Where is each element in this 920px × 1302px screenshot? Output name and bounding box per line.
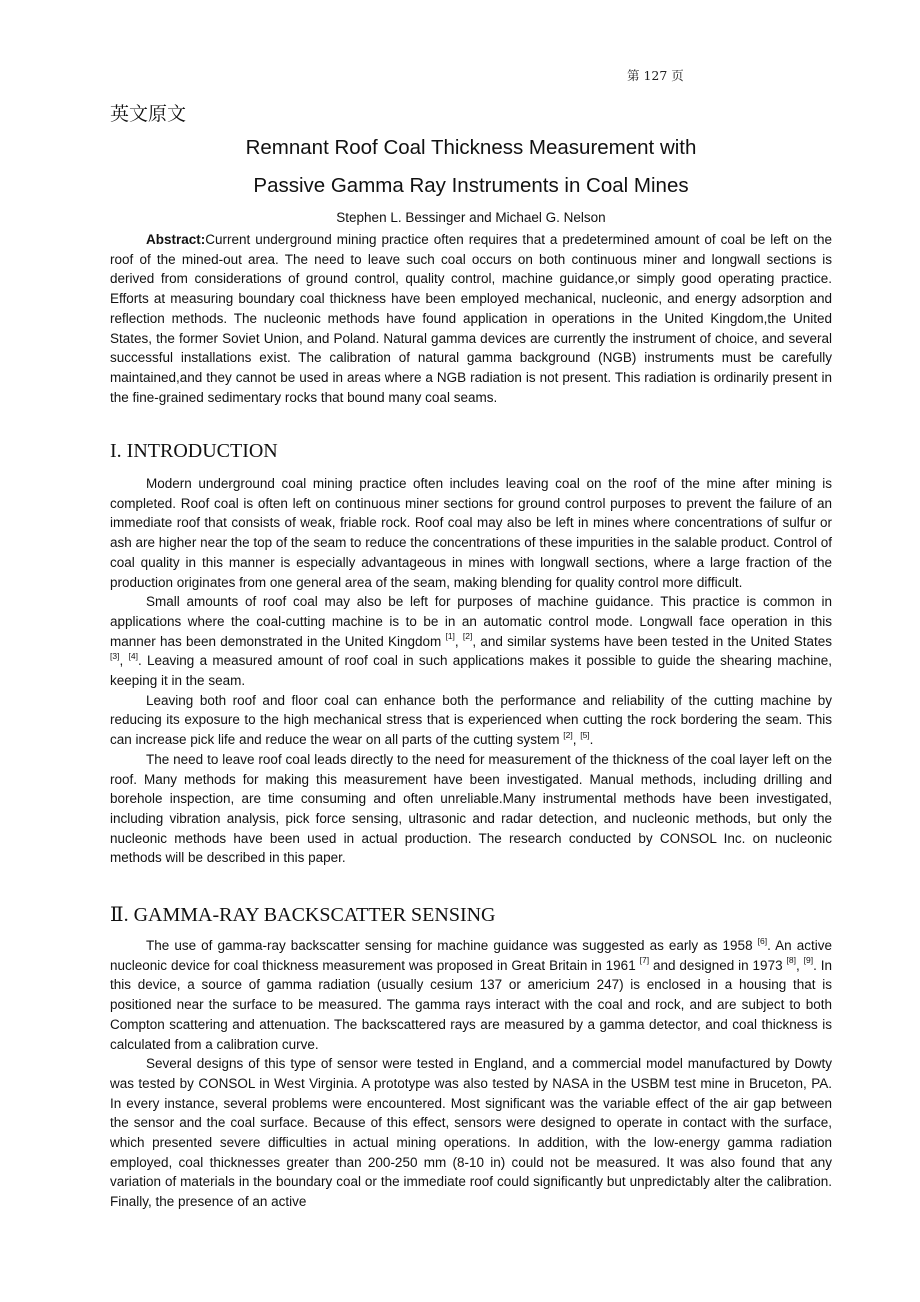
section-heading-introduction: I. INTRODUCTION xyxy=(110,440,278,462)
abstract-text: Current underground mining practice often requires that a predetermined amount of coal be left on the roof of the mined-out area. The need to leave such coal occurs on both continuous miner and longwall sections is derived from considerations of ground control, quality control, machine guidance,or simply good operating practice. Efforts at measuring boundary coal thickness have been employed mechanical, nucleonic, and energy adsorption and reflection methods. The nucleonic methods have found application in operations in the United Kingdom,the United States, the former Soviet Union, and Poland. Natural gamma devices are currently the instrument of choice, and several successful installations exist. The calibration of natural gamma background (NGB) instruments must be carefully maintained,and they cannot be used in areas where a NGB radiation is not present. This radiation is ordinarily present in the fine-grained sedimentary rocks that bound many coal seams. xyxy=(110,232,832,405)
abstract-label: Abstract: xyxy=(146,232,206,247)
authors: Stephen L. Bessinger and Michael G. Nelson xyxy=(336,210,606,225)
abstract-paragraph xyxy=(110,230,832,407)
paragraph-text: , xyxy=(119,653,129,669)
gamma-ray-section xyxy=(110,936,832,1212)
citation-ref: [8] xyxy=(786,955,796,966)
intro-paragraph-2 xyxy=(110,592,832,691)
section-label-original-text: 英文原文 xyxy=(110,103,187,125)
citation-ref: [5] xyxy=(580,729,590,740)
paragraph-text: . xyxy=(589,732,594,748)
citation-ref: [4] xyxy=(128,650,138,661)
paper-title-line-2: Passive Gamma Ray Instruments in Coal Mines xyxy=(253,174,689,197)
paragraph-text: and designed in 1973 xyxy=(649,957,787,973)
paper-title-line-1: Remnant Roof Coal Thickness Measurement with xyxy=(245,136,697,159)
intro-paragraph-1: Modern underground coal mining practice often includes leaving coal on the roof of the mine after mining is completed. Roof coal is often left on continuous miner sections for ground control purposes to prevent the failure of an immediate roof that consists of weak, friable rock. Roof coal may also be left in mines where concentrations of sulfur or ash are higher near the top of the seam to reduce the concentrations of these impurities in the salable product. Control of coal quality in this manner is especially advantageous in mines with longwall sections, where a large fraction of the production originates from one general area of the seam, making blending for quality control more difficult. xyxy=(110,476,832,590)
gamma-paragraph-1 xyxy=(110,936,832,1054)
citation-ref: [7] xyxy=(639,955,650,966)
introduction-section xyxy=(110,474,832,868)
gamma-paragraph-2: Several designs of this type of sensor were tested in England, and a commercial model manufactured by Dowty was tested by CONSOL in West Virginia. A prototype was also tested by NASA in the USBM test mine in Bruceton, PA. In every instance, several problems were encountered. Most significant was the variable effect of the air gap between the sensor and the coal surface. Because of this effect, sensors were designed to operate in contact with the surface, which presented severe difficulties in actual mining operations. In addition, with the low-energy gamma radiation employed, coal thicknesses greater than 200-250 mm (8-10 in) could not be measured. It was also found that any variation of materials in the boundary coal or the immediate roof could significantly but unpredictably alter the calibration. Finally, the presence of an active xyxy=(110,1056,832,1210)
citation-ref: [2] xyxy=(563,729,573,740)
paragraph-text: , xyxy=(454,633,463,649)
citation-ref: [2] xyxy=(462,631,473,642)
section-heading-gamma-ray-backscatter: Ⅱ. GAMMA-RAY BACKSCATTER SENSING xyxy=(110,904,496,926)
paragraph-text: , xyxy=(572,732,581,748)
paragraph-text: . Leaving a measured amount of roof coal in such applications makes it possible to guide the shearing machine, keeping it in the seam. xyxy=(110,653,832,689)
page-number: 第 127 页 xyxy=(627,68,684,83)
paragraph-text: The use of gamma-ray backscatter sensing for machine guidance was suggested as early as 1958 xyxy=(146,938,758,953)
paragraph-text: , xyxy=(795,957,804,973)
paragraph-text: Leaving both roof and floor coal can enhance both the performance and reliability of the cutting machine by reducing its exposure to the high mechanical stress that is experienced when cutting the rock bordering the seam. This can increase pick life and reduce the wear on all parts of the cutting system xyxy=(110,692,832,748)
paragraph-text: . In this device, a source of gamma radiation (usually cesium 137 or americium 247) is enclosed in a housing that is positioned near the surface to be measured. The gamma rays interact with the coal and rock, and are subject to both Compton scattering and attenuation. The backscattered rays are measured by a gamma detector, and coal thickness is calculated from a calibration curve. xyxy=(110,957,832,1052)
citation-ref: [1] xyxy=(445,631,455,642)
citation-ref: [9] xyxy=(803,955,814,966)
abstract xyxy=(110,230,832,407)
citation-ref: [3] xyxy=(110,650,120,661)
intro-paragraph-4: The need to leave roof coal leads directly to the need for measurement of the thickness of the coal layer left on the roof. Many methods for making this measurement have been investigated. Manual methods, including drilling and borehole inspection, are time consuming and often unreliable.Many instrumental methods have been investigated, including vibration analysis, pick force sensing, ultrasonic and radar detection, and nucleonic methods, but only the nucleonic methods have been used in actual production. The research conducted by CONSOL Inc. on nucleonic methods will be described in this paper. xyxy=(110,751,832,866)
intro-paragraph-3 xyxy=(110,691,832,750)
paragraph-text: , and similar systems have been tested in the United States xyxy=(472,633,832,649)
paragraph-text: Small amounts of roof coal may also be left for purposes of machine guidance. This practice is common in applications where the coal-cutting machine is to be in an automatic control mode. Longwall face operation in this manner has been demonstrated in the United Kingdom xyxy=(110,594,832,649)
paragraph-text: . An active nucleonic device for coal thickness measurement was proposed in Great Britain in 1961 xyxy=(110,938,832,973)
citation-ref: [6] xyxy=(757,935,768,946)
